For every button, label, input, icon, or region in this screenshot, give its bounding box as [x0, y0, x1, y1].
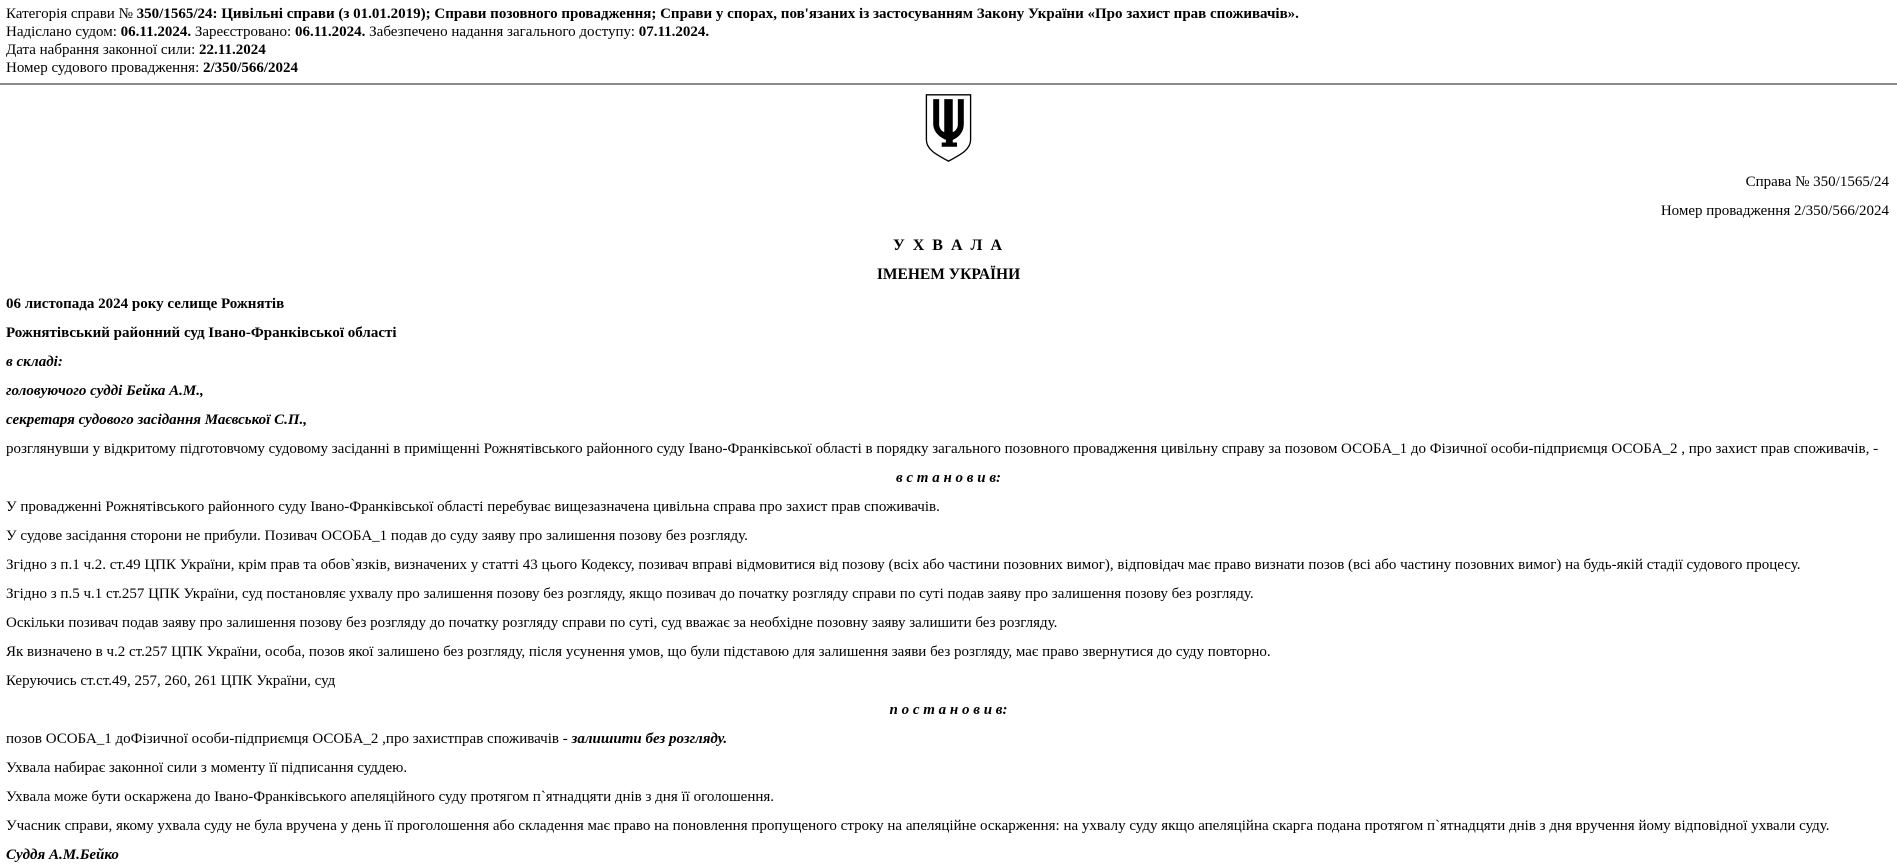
registered-value: 06.11.2024.	[294, 24, 366, 40]
preamble-paragraph: розглянувши у відкритому підготовчому судовому засіданні в приміщенні Рожнятівського районного суду Івано-Франківської області в порядку загального позовного провадження цивільну справу за позовом ОСОБА_1 до Фізичної особи-підприємця ОСОБА_2 , про захист прав споживачів, -	[6, 441, 1879, 457]
sent-label: Надіслано судом:	[6, 24, 117, 40]
finding-paragraph: Згідно з п.5 ч.1 ст.257 ЦПК України, суд постановляє ухвалу про залишення позову без розгляду, якщо позивач до початку розгляду справи по суті подав заяву про залишення позову без розгляду.	[6, 586, 1254, 602]
access-value: 07.11.2024.	[638, 24, 710, 40]
dates-line	[6, 23, 1891, 41]
date-place-line: 06 листопада 2024 року селище Рожнятів	[6, 296, 285, 312]
judge-signature: Суддя А.М.Бейко	[6, 847, 119, 863]
emblem-container	[0, 94, 1897, 162]
registry-header	[0, 0, 1897, 77]
finding-paragraph: Згідно з п.1 ч.2. ст.49 ЦПК України, крім прав та обов`язків, визначених у статті 43 цього Кодексу, позивач вправі відмовитися від позову (всіх або частини позовних вимог), відповідач має право визнати позов (всі або частину позовних вимог) на будь-якій стадії судового процесу.	[6, 557, 1801, 573]
category-value: 350/1565/24: Цивільні справи (з 01.01.2019); Справи позовного провадження; Справи у спорах, пов'язаних із застосуванням Закону України «Про захист прав споживачів».	[136, 6, 1299, 22]
operative-text: позов ОСОБА_1 доФізичної особи-підприємця ОСОБА_2 ,про захистправ споживачів -	[6, 731, 572, 747]
secretary-line: секретаря судового засідання Маєвської С.П.,	[6, 412, 308, 428]
finding-paragraph: Оскільки позивач подав заяву про залишення позову без розгляду до початку розгляду справи по суті, суд вважає за необхідне позовну заяву залишити без розгляду.	[6, 615, 1058, 631]
resolved-heading: п о с т а н о в и в:	[889, 702, 1008, 718]
closing-paragraph: Ухвала набирає законної сили з моменту її підписання суддею.	[6, 760, 408, 776]
decision-body	[0, 296, 1897, 864]
document-title: У Х В А Л А	[893, 237, 1004, 254]
proceeding-number: Номер провадження 2/350/566/2024	[1660, 203, 1889, 219]
proceeding-number-line	[0, 203, 1897, 220]
sent-value: 06.11.2024.	[120, 24, 192, 40]
registered-label: Зареєстровано:	[194, 24, 292, 40]
case-number-line	[0, 174, 1897, 191]
case-number: Справа № 350/1565/24	[1745, 174, 1889, 190]
ukraine-trident-icon	[923, 150, 974, 166]
finding-paragraph: У судове засідання сторони не прибули. Позивач ОСОБА_1 подав до суду заяву про залишення позову без розгляду.	[6, 528, 748, 544]
category-line	[6, 5, 1891, 23]
document-subtitle: ІМЕНЕМ УКРАЇНИ	[876, 266, 1021, 283]
operative-ruling: залишити без розгляду.	[571, 731, 728, 747]
proceeding-value: 2/350/566/2024	[203, 60, 299, 76]
proceeding-line	[6, 59, 1891, 77]
header-divider	[0, 83, 1897, 85]
finding-paragraph: У провадженні Рожнятівського районного суду Івано-Франківської області перебуває вищезазначена цивільна справа про захист прав споживачів.	[6, 499, 940, 515]
legal-force-value: 22.11.2024	[199, 42, 266, 58]
closing-paragraph: Ухвала може бути оскаржена до Івано-Франківського апеляційного суду протягом п`ятнадцяти днів з дня її оголошення.	[6, 789, 775, 805]
finding-paragraph: Керуючись ст.ст.49, 257, 260, 261 ЦПК України, суд	[6, 673, 336, 689]
court-name-line: Рожнятівський районний суд Івано-Франківської області	[6, 325, 397, 341]
proceeding-label: Номер судового провадження:	[6, 60, 200, 76]
composition-intro: в складі:	[6, 354, 63, 370]
established-heading: в с т а н о в и в:	[895, 470, 1002, 486]
operative-paragraph	[6, 731, 1891, 748]
closing-paragraph: Учасник справи, якому ухвала суду не була вручена у день її проголошення або складення має право на поновлення пропущеного строку на апеляційне оскарження: на ухвалу суду якщо апеляційна скарга подана протягом п`ятнадцяти днів з дня вручення йому відповідної ухвали суду.	[6, 818, 1830, 834]
legal-force-label: Дата набрання законної сили:	[6, 42, 196, 58]
finding-paragraph: Як визначено в ч.2 ст.257 ЦПК України, особа, позов якої залишено без розгляду, після усунення умов, що були підставою для залишення заяви без розгляду, має право звернутися до суду повторно.	[6, 644, 1271, 660]
legal-force-line	[6, 41, 1891, 59]
judge-line: головуючого судді Бейка А.М.,	[6, 383, 204, 399]
access-label: Забезпечено надання загального доступу:	[369, 24, 635, 40]
category-label: Категорія справи №	[6, 6, 133, 22]
